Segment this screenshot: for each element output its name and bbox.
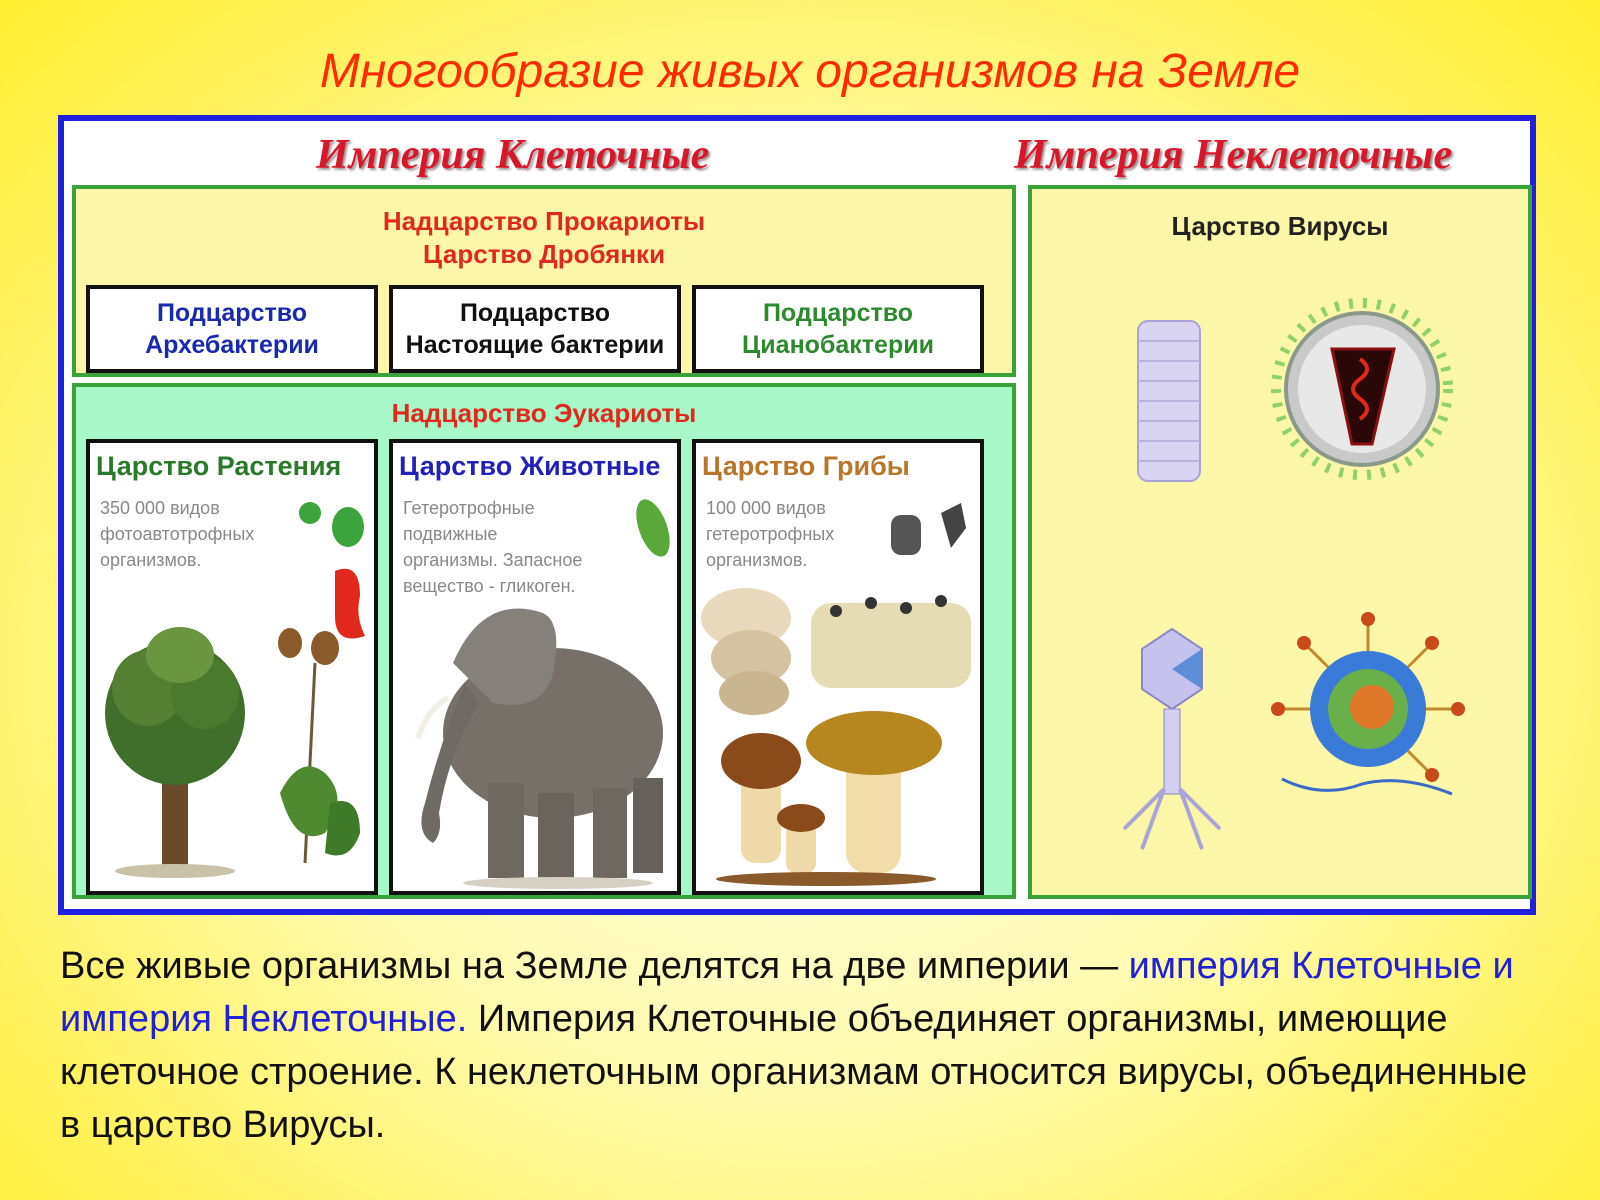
viruses-panel <box>1028 185 1532 899</box>
bacteriophage-icon <box>1124 629 1220 849</box>
prokaryotes-panel <box>72 185 1016 377</box>
empire-cellular-title: Империя Клеточные <box>316 132 710 178</box>
kingdom-animals-desc: Гетеротрофные подвижные организмы. Запасное вещество - гликоген. <box>403 498 583 596</box>
subkingdom-archaebacteria: Подцарство Архебактерии <box>86 285 378 373</box>
spherical-virus-icon <box>1271 612 1465 794</box>
page-title: Многообразие живых организмов на Земле <box>319 45 1301 98</box>
kingdom-plants-title: Царство Растения <box>96 451 342 481</box>
description-part1: Все живые организмы на Земле делятся на две империи — <box>60 945 1129 987</box>
kingdom-animals-card <box>389 439 681 895</box>
description-highlight: империя Клеточные и империя Неклеточные. <box>60 945 1514 1040</box>
kingdom-fungi-card <box>692 439 984 895</box>
classification-frame <box>58 115 1536 915</box>
kingdom-plants-desc: 350 000 видов фотоавтотрофных организмов. <box>100 498 255 570</box>
subkingdom-true-bacteria: Подцарство Настоящие бактерии <box>389 285 681 373</box>
kingdom-drobyanki-title: Царство Дробянки <box>422 239 666 269</box>
description-part2: Империя Клеточные объединяет организмы, имеющие клеточное строение. К неклеточным организмам относится вирусы, объединенные в царство Вирусы. <box>60 998 1528 1146</box>
eukaryotes-title: Надцарство Эукариоты <box>391 398 697 428</box>
description-paragraph <box>60 940 1550 1152</box>
prokaryotes-title: Надцарство Прокариоты <box>382 206 706 236</box>
kingdom-viruses-title: Царство Вирусы <box>1171 211 1389 241</box>
enveloped-virus-icon <box>1276 303 1448 475</box>
kingdom-fungi-desc: 100 000 видов гетеротрофных организмов. <box>706 498 835 570</box>
empire-noncellular-title: Империя Неклеточные <box>1014 132 1453 178</box>
subkingdom-cyanobacteria: Подцарство Цианобактерии <box>692 285 984 373</box>
rod-virus-icon <box>1138 321 1200 481</box>
kingdom-fungi-title: Царство Грибы <box>702 451 910 481</box>
kingdom-animals-title: Царство Животные <box>399 451 661 481</box>
eukaryotes-panel <box>72 383 1016 899</box>
kingdom-plants-card <box>86 439 378 895</box>
